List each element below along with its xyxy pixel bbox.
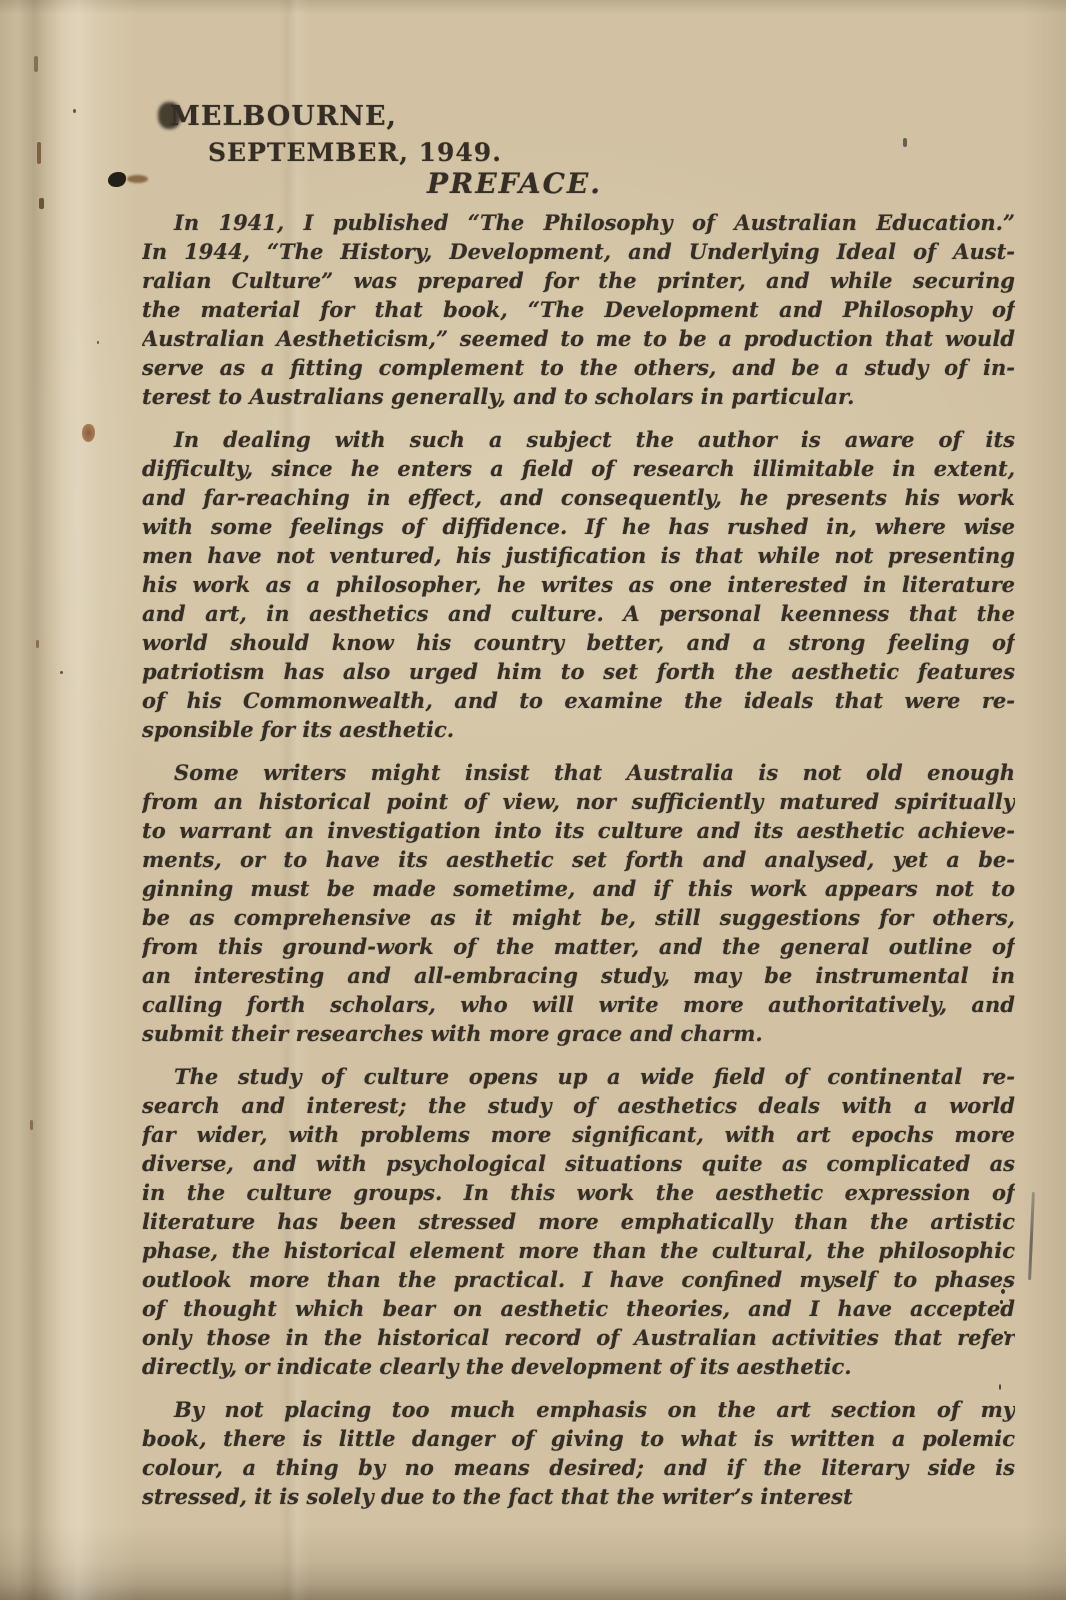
text-line: from an historical point of view, nor sufficiently matured spiritually [142,789,1015,814]
text-line: to warrant an investigation into its culture and its aesthetic achieve- [142,818,1015,843]
text-line: The study of culture opens up a wide field of continental re- [174,1064,1015,1089]
text-line: literature has been stressed more emphatically than the artistic [142,1209,1015,1234]
text-line: of thought which bear on aesthetic theories, and I have accepted [142,1296,1015,1321]
text-line: ments, or to have its aesthetic set forth and analysed, yet a be- [142,847,1015,872]
text-line: directly, or indicate clearly the development of its aesthetic. [142,1354,852,1379]
paragraph [142,1395,1015,1511]
text-line: and art, in aesthetics and culture. A personal keenness that the [142,601,1015,626]
paragraph [142,758,1015,1048]
pencil-margin-mark [1028,1192,1035,1280]
text-line: and far-reaching in effect, and consequently, he presents his work [142,485,1015,510]
text-line: ralian Culture” was prepared for the printer, and while securing [142,268,1015,293]
text-line: in the culture groups. In this work the aesthetic expression of [142,1180,1015,1205]
page-title: PREFACE. [427,167,603,200]
paper-speck [73,109,76,113]
text-line: sponsible for its aesthetic. [142,717,455,742]
paper-speck [60,671,63,674]
publication-date: SEPTEMBER, 1949. [208,138,502,167]
text-line: submit their researches with more grace and charm. [142,1021,763,1046]
text-line: calling forth scholars, who will write more authoritatively, and [142,992,1015,1017]
text-line: colour, a thing by no means desired; and if the literary side is [142,1455,1015,1480]
text-line: only those in the historical record of Australian activities that refer [142,1325,1015,1350]
text-line: phase, the historical element more than the cultural, the philosophic [142,1238,1015,1263]
text-line: patriotism has also urged him to set forth the aesthetic features [142,659,1015,684]
gutter-speck [30,1120,33,1130]
paragraph [142,425,1015,744]
text-line: In 1941, I published “The Philosophy of Australian Education.” [174,210,1015,235]
text-line: of his Commonwealth, and to examine the ideals that were re- [142,688,1015,713]
gutter-speck [36,640,39,648]
text-line: In dealing with such a subject the author is aware of its [174,427,1015,452]
text-line: an interesting and all-embracing study, may be instrumental in [142,963,1015,988]
text-line: far wider, with problems more significant, with art epochs more [142,1122,1015,1147]
text-line: the material for that book, “The Development and Philosophy of [142,297,1015,322]
text-line: world should know his country better, and a strong feeling of [142,630,1015,655]
text-line: outlook more than the practical. I have confined myself to phases [142,1267,1015,1292]
text-line: search and interest; the study of aesthetics deals with a world [142,1093,1015,1118]
paragraph [142,1062,1015,1381]
text-line: diverse, and with psychological situations quite as complicated as [142,1151,1015,1176]
gutter-speck [37,142,41,164]
paper-speck [903,138,907,147]
ink-blot-tail [127,175,148,183]
ink-blot [108,172,126,187]
text-line: Some writers might insist that Australia is not old enough [174,760,1015,785]
gutter-speck [39,198,44,209]
paragraph [142,208,1015,411]
text-line: Australian Aestheticism,” seemed to me to be a production that would [142,326,1015,351]
text-line: serve as a fitting complement to the others, and be a study of in- [142,355,1015,380]
text-line: In 1944, “The History, Development, and Underlying Ideal of Aust- [142,239,1015,264]
text-line: be as comprehensive as it might be, still suggestions for others, [142,905,1015,930]
text-line: terest to Australians generally, and to scholars in particular. [142,384,855,409]
brown-fleck [82,424,95,442]
text-line: with some feelings of diffidence. If he has rushed in, where wise [142,514,1015,539]
text-line: from this ground-work of the matter, and the general outline of [142,934,1015,959]
text-line: his work as a philosopher, he writes as one interested in literature [142,572,1015,597]
text-line: stressed, it is solely due to the fact that the writer’s interest [142,1484,853,1509]
gutter-speck [34,56,38,72]
preface-text [142,208,1015,1525]
text-line: ginning must be made sometime, and if this work appears not to [142,876,1015,901]
publication-place: MELBOURNE, [170,101,397,132]
text-line: men have not ventured, his justification is that while not presenting [142,543,1015,568]
text-line: difficulty, since he enters a field of research illimitable in extent, [142,456,1015,481]
paper-speck [97,341,99,344]
text-line: book, there is little danger of giving to what is written a polemic [142,1426,1015,1451]
text-line: By not placing too much emphasis on the art section of my [174,1397,1015,1422]
